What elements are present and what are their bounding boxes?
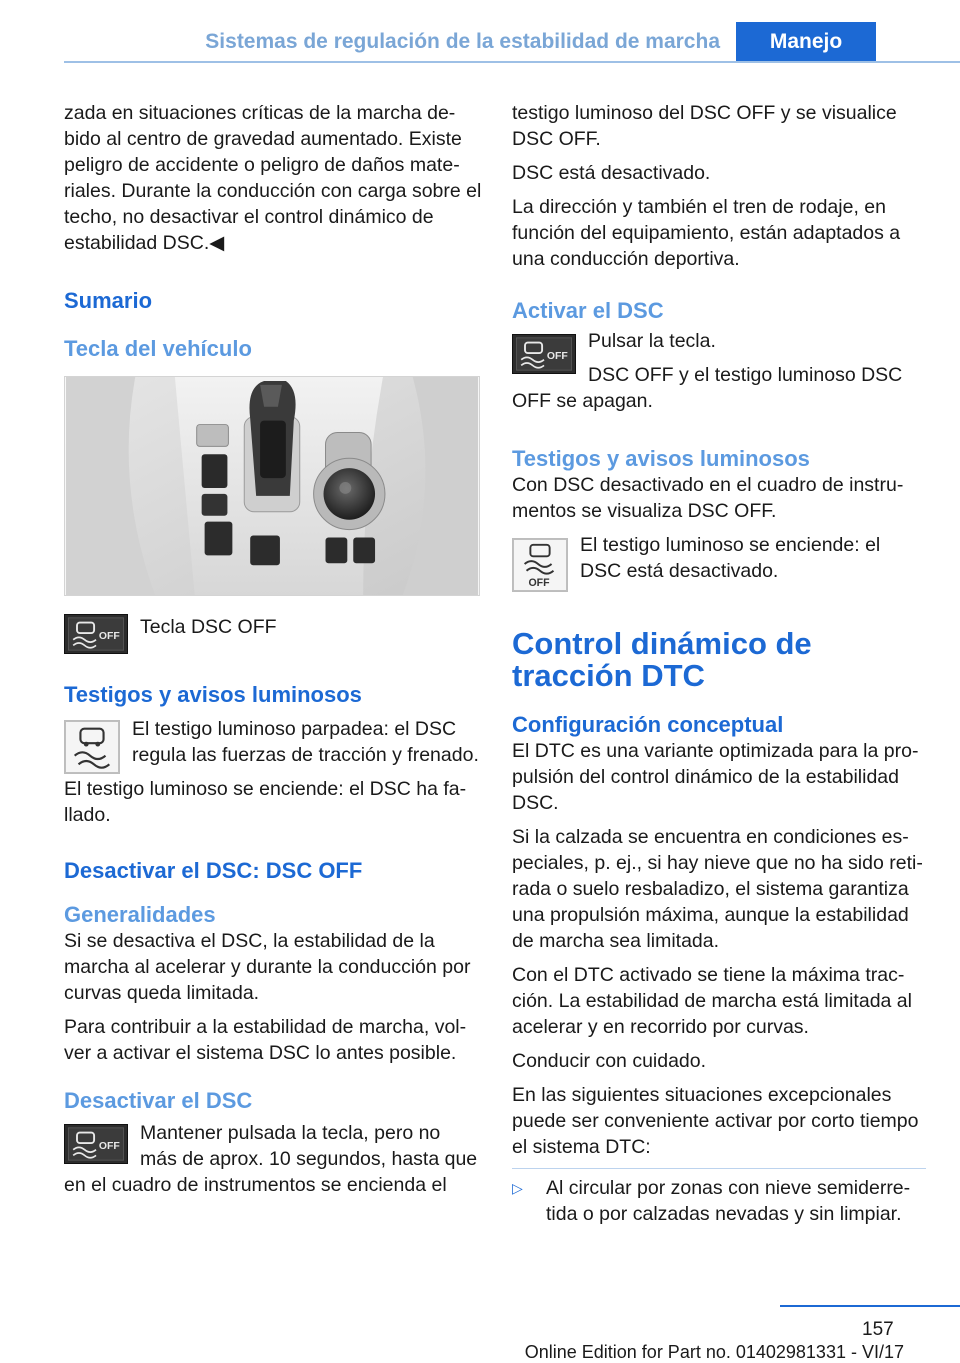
dsc-off-key-caption-row <box>64 614 482 654</box>
desactivar-block <box>64 1120 482 1198</box>
heading-desactivar-dsc: Desactivar el DSC <box>64 1088 253 1113</box>
heading-activar-dsc: Activar el DSC <box>512 298 664 323</box>
text-dtc-3: Con el DTC activado se tiene la máxima tracción. La estabilidad de marcha está limitada al acelerar y en recorrido por curvas. <box>512 964 912 1038</box>
heading-desactivar-dsc-off: Desactivar el DSC: DSC OFF <box>64 858 363 883</box>
header-rule <box>64 61 960 63</box>
dsc-warning-block <box>64 716 482 776</box>
dsc-off-warning-block <box>512 532 926 594</box>
vehicle-console-photo <box>64 376 480 596</box>
page-number: 157 <box>862 1319 894 1340</box>
icon-off-text: OFF <box>98 630 120 642</box>
icon-off-text: OFF <box>98 1140 120 1152</box>
running-header-tab: Manejo <box>736 22 876 62</box>
heading-sumario: Sumario <box>64 288 153 313</box>
text-dtc-1: El DTC es una variante optimizada para la propulsión del control dinámico de la estabilidad DSC. <box>512 740 919 814</box>
footer-rule <box>780 1305 960 1307</box>
text-generalidades-2: Para contribuir a la estabilidad de marcha, volver a activar el sistema DSC lo antes posible. <box>64 1016 467 1064</box>
caption-dsc-off-key: Tecla DSC OFF <box>140 616 277 638</box>
dsc-off-button-icon <box>64 614 128 654</box>
running-header-section: Sistemas de regulación de la estabilidad de marcha <box>205 30 720 53</box>
dsc-off-warning-light-icon <box>512 538 568 592</box>
dsc-off-button-icon-desactivar <box>64 1124 128 1164</box>
text-continuation: testigo luminoso del DSC OFF y se visualice DSC OFF. <box>512 102 897 150</box>
bullet-list <box>512 1168 926 1227</box>
right-column <box>512 100 926 1227</box>
heading-testigos-left: Testigos y avisos luminosos <box>64 682 362 707</box>
heading-configuracion: Configuración conceptual <box>512 712 784 737</box>
text-cuadro-instrumentos: Con DSC desactivado en el cuadro de instrumentos se visualiza DSC OFF. <box>512 474 904 522</box>
left-column <box>64 100 482 1206</box>
heading-tecla-vehiculo: Tecla del vehículo <box>64 336 252 361</box>
heading-dtc: Control dinámico de tracción DTC <box>512 626 812 693</box>
dsc-warning-light-icon <box>64 720 120 774</box>
text-enciende-desactivado: El testigo luminoso se enciende: el DSC está desactivado. <box>580 534 881 582</box>
triangle-bullet-icon: ▷ <box>512 1180 523 1196</box>
heading-testigos-right: Testigos y avisos luminosos <box>512 446 810 471</box>
edition-note: Online Edition for Part no. 01402981331 - VI/17 <box>524 1342 904 1362</box>
activar-block <box>512 328 926 422</box>
text-pulsar-tecla: Pulsar la tecla. <box>588 330 716 352</box>
intro-paragraph: zada en situaciones críticas de la marcha debido al centro de gravedad aumentado. Existe peligro de accidente o peligro de daños materiales. Durante la conducción con carga sobre el techo, no desactivar el control dinámico de estabilidad DSC.◀ <box>64 102 482 254</box>
list-item <box>512 1175 926 1227</box>
text-light-flashes: El testigo luminoso parpadea: el DSC regula las fuerzas de tracción y frenado. <box>132 718 479 766</box>
text-mantener-pulsada: Mantener pulsada la tecla, pero no más de aprox. 10 segundos, hasta que en el cuadro de instrumentos se encienda el <box>64 1122 478 1196</box>
text-dsc-desactivado: DSC está desactivado. <box>512 162 711 184</box>
text-dsc-failed: El testigo luminoso se enciende: el DSC ha fallado. <box>64 778 467 826</box>
icon-off-text: OFF <box>546 350 568 362</box>
heading-generalidades: Generalidades <box>64 902 216 927</box>
text-dtc-2: Si la calzada se encuentra en condiciones especiales, p. ej., si hay nieve que no ha sido retirada o suelo resbaladizo, el sistema garantiza una propulsión máxima, aunque la estabilidad de marcha sea limitada. <box>512 826 923 952</box>
text-dtc-5: En las siguientes situaciones excepcionales puede ser conveniente activar por corto tiempo el sistema DTC: <box>512 1084 919 1158</box>
text-dtc-4: Conducir con cuidado. <box>512 1050 707 1072</box>
text-generalidades-1: Si se desactiva el DSC, la estabilidad de la marcha al acelerar y durante la conducción por curvas queda limitada. <box>64 930 471 1004</box>
icon-off-text: OFF <box>528 577 550 590</box>
bullet-text: Al circular por zonas con nieve semiderretida o por calzadas nevadas y sin limpiar. <box>546 1177 911 1225</box>
text-dsc-off-apagan: DSC OFF y el testigo luminoso DSC OFF se apagan. <box>512 364 903 412</box>
dsc-off-button-icon-activar <box>512 334 576 374</box>
text-direccion: La dirección y también el tren de rodaje, en función del equipamiento, están adaptados a una conducción deportiva. <box>512 196 901 270</box>
